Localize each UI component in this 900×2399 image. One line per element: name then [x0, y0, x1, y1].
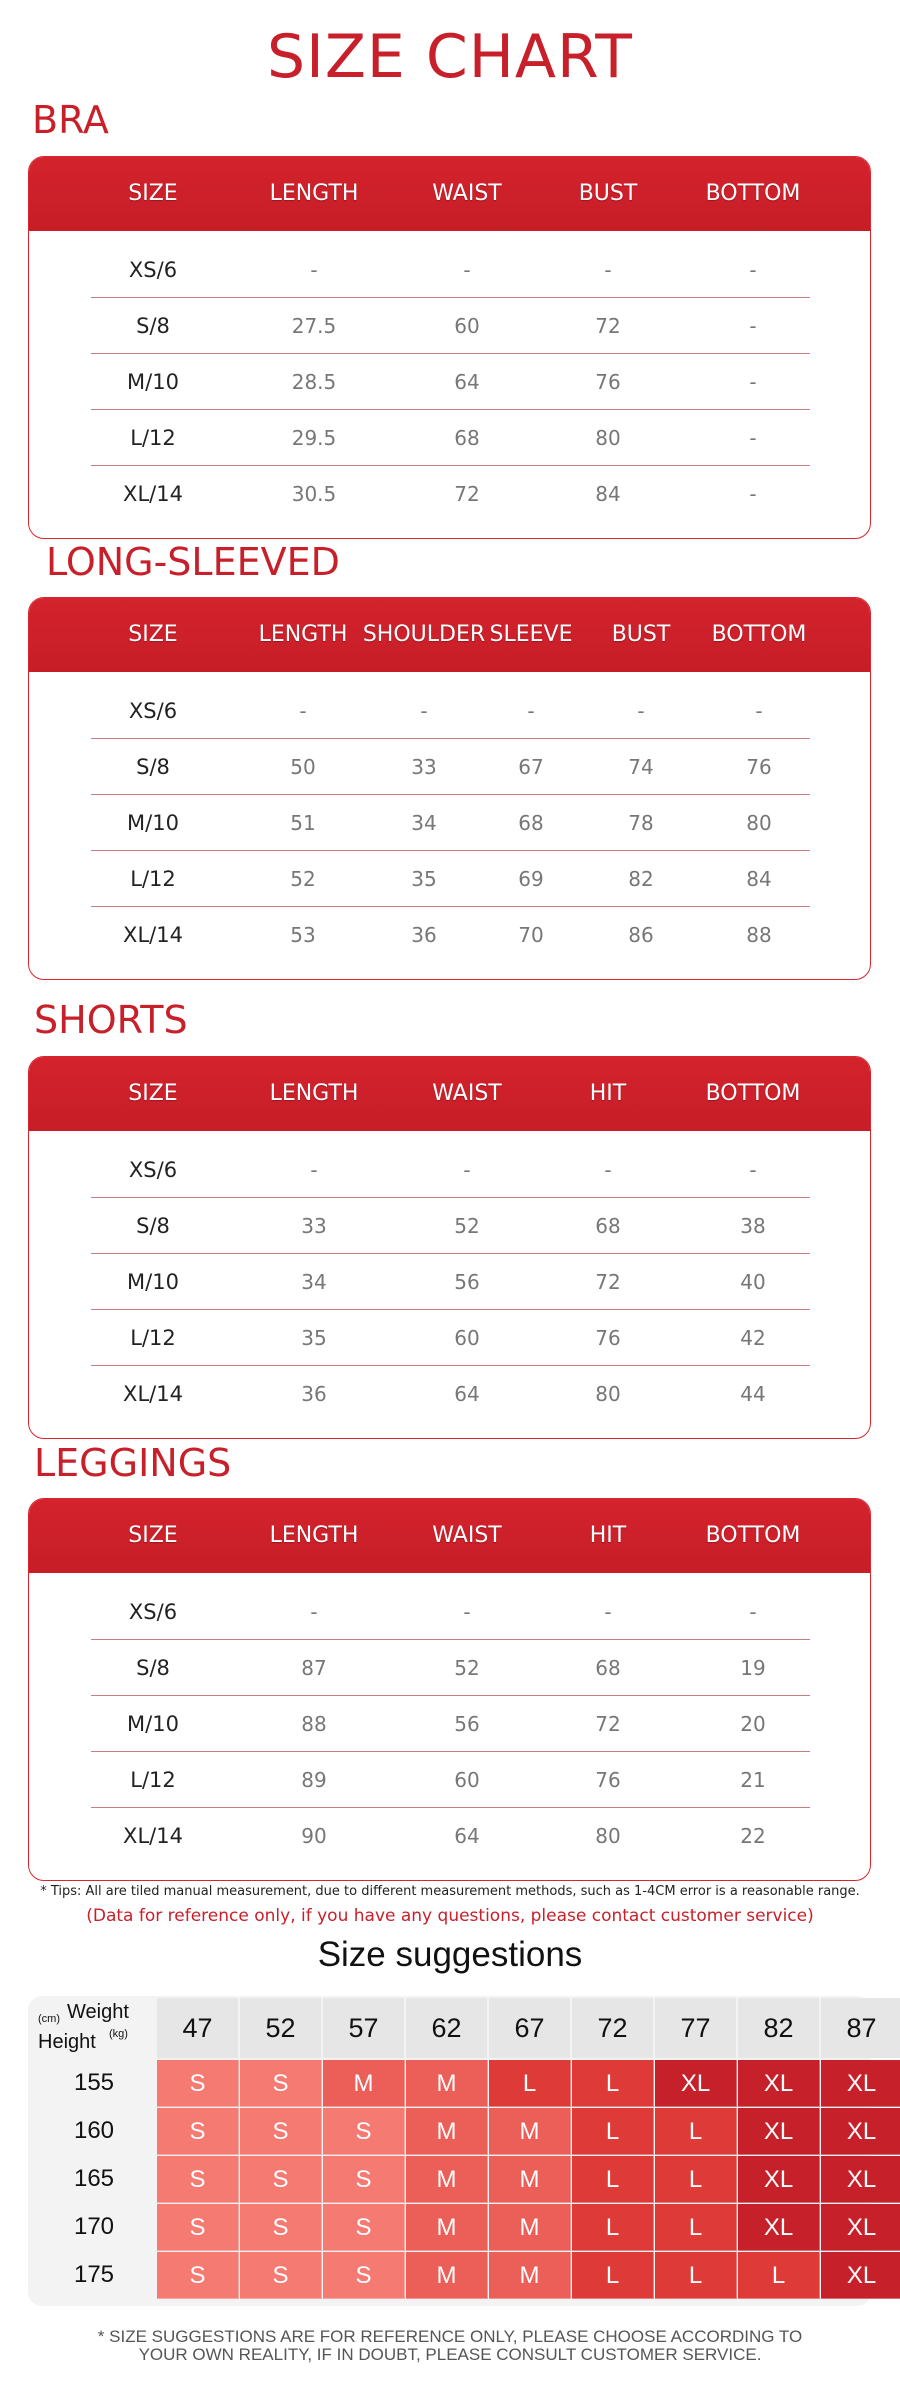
- measurement-cell: 80: [595, 1824, 621, 1848]
- table-row: [91, 410, 810, 466]
- size-suggestion-cell: S: [157, 2252, 239, 2299]
- measurement-cell: 56: [454, 1712, 480, 1736]
- size-suggestion-cell: M: [406, 2156, 488, 2203]
- table-row: [91, 1808, 810, 1864]
- measurement-cell: 87: [301, 1656, 327, 1680]
- column-header: SLEEVE: [489, 622, 573, 647]
- measurement-cell: 76: [595, 1768, 621, 1792]
- measurement-cell: 27.5: [291, 314, 337, 338]
- size-suggestion-cell: S: [240, 2108, 322, 2155]
- column-header: BUST: [578, 181, 638, 206]
- size-cell: XS/6: [128, 1600, 178, 1624]
- size-cell: XS/6: [128, 258, 178, 282]
- size-cell: L/12: [130, 426, 176, 450]
- column-header: SIZE: [128, 622, 178, 647]
- measurement-cell: 40: [740, 1270, 766, 1294]
- measurement-cell: 60: [454, 314, 480, 338]
- height-header-cell: 155: [73, 2069, 115, 2096]
- size-suggestion-footnote: [0, 2328, 900, 2364]
- size-cell: S/8: [136, 1656, 170, 1680]
- measurement-cell: 72: [454, 482, 480, 506]
- size-suggestion-cell: M: [406, 2204, 488, 2251]
- size-cell: XS/6: [128, 1158, 178, 1182]
- column-header: WAIST: [432, 1523, 502, 1548]
- table-row: [91, 298, 810, 354]
- size-cell: S/8: [136, 314, 170, 338]
- measurement-cell: 88: [301, 1712, 327, 1736]
- measurement-cell: 76: [746, 755, 772, 779]
- measurement-cell: -: [604, 1600, 612, 1624]
- measurement-cell: -: [463, 258, 471, 282]
- size-cell: XL/14: [123, 923, 183, 947]
- measurement-cell: -: [310, 258, 318, 282]
- size-cell: M/10: [127, 1712, 179, 1736]
- size-suggestion-cell: L: [738, 2252, 820, 2299]
- size-cell: XS/6: [128, 699, 178, 723]
- weight-header-cell: 77: [655, 1998, 736, 2058]
- measurement-cell: 44: [740, 1382, 766, 1406]
- measurement-cell: -: [749, 426, 757, 450]
- height-header-cell: 160: [73, 2117, 115, 2144]
- table-row: [91, 1752, 810, 1808]
- measurement-cell: 42: [740, 1326, 766, 1350]
- size-suggestion-cell: L: [655, 2252, 737, 2299]
- column-header: SIZE: [128, 181, 178, 206]
- size-suggestion-cell: M: [406, 2108, 488, 2155]
- measurement-cell: 72: [595, 1270, 621, 1294]
- measurement-cell: 69: [518, 867, 544, 891]
- measurement-cell: 68: [454, 426, 480, 450]
- size-suggestion-cell: S: [157, 2156, 239, 2203]
- measurement-cell: 28.5: [291, 370, 337, 394]
- column-header: BUST: [611, 622, 671, 647]
- size-table-long-sleeved: [28, 597, 871, 980]
- size-table-leggings: [28, 1498, 871, 1881]
- column-header: SIZE: [128, 1081, 178, 1106]
- table-row: [91, 739, 810, 795]
- size-cell: M/10: [127, 1270, 179, 1294]
- size-cell: XL/14: [123, 1382, 183, 1406]
- measurement-cell: 29.5: [291, 426, 337, 450]
- measurement-cell: 80: [595, 1382, 621, 1406]
- measurement-cell: 20: [740, 1712, 766, 1736]
- weight-header-cell: 87: [821, 1998, 900, 2058]
- size-suggestion-cell: L: [655, 2108, 737, 2155]
- measurement-cell: 51: [290, 811, 316, 835]
- measurement-cell: -: [310, 1600, 318, 1624]
- measurement-cell: 74: [628, 755, 654, 779]
- measurement-cell: -: [749, 258, 757, 282]
- measurement-cell: 76: [595, 1326, 621, 1350]
- measurement-cell: 70: [518, 923, 544, 947]
- size-cell: XL/14: [123, 482, 183, 506]
- column-header: HIT: [589, 1081, 627, 1106]
- column-header: BOTTOM: [705, 1081, 801, 1106]
- measurement-cell: -: [604, 1158, 612, 1182]
- weight-header-cell: 52: [240, 1998, 321, 2058]
- size-suggestion-cell: M: [323, 2060, 405, 2107]
- measurement-cell: 80: [746, 811, 772, 835]
- section-title-leggings: LEGGINGS: [34, 1441, 232, 1485]
- height-header-cell: 170: [73, 2213, 115, 2240]
- column-header: LENGTH: [258, 622, 348, 647]
- size-suggestions-title: Size suggestions: [317, 1935, 583, 1974]
- size-table-shorts: [28, 1056, 871, 1439]
- section-title-long-sleeved: LONG-SLEEVED: [46, 540, 340, 584]
- weight-header-cell: 72: [572, 1998, 653, 2058]
- size-suggestion-cell: XL: [655, 2060, 737, 2107]
- measurement-cell: -: [420, 699, 428, 723]
- size-suggestion-cell: S: [323, 2252, 405, 2299]
- measurement-cell: 34: [301, 1270, 327, 1294]
- table-row: [91, 1584, 810, 1640]
- column-header: LENGTH: [269, 181, 359, 206]
- measurement-tip: * Tips: All are tiled manual measurement, due to different measurement methods, such as 1-4CM error is a reasonable range.: [40, 1884, 860, 1899]
- measurement-cell: -: [749, 370, 757, 394]
- section-title-shorts: SHORTS: [34, 998, 188, 1042]
- size-suggestion-cell: S: [323, 2108, 405, 2155]
- measurement-cell: 64: [454, 370, 480, 394]
- size-suggestion-cell: S: [157, 2204, 239, 2251]
- weight-header-cell: 82: [738, 1998, 819, 2058]
- column-header: WAIST: [432, 181, 502, 206]
- size-suggestion-cell: XL: [738, 2108, 820, 2155]
- measurement-cell: 34: [411, 811, 437, 835]
- size-suggestion-cell: XL: [821, 2156, 900, 2203]
- size-cell: L/12: [130, 867, 176, 891]
- footnote-line-2: YOUR OWN REALITY, IF IN DOUBT, PLEASE CONSULT CUSTOMER SERVICE.: [138, 2345, 762, 2364]
- size-suggestion-cell: XL: [821, 2252, 900, 2299]
- size-suggestion-cell: S: [323, 2204, 405, 2251]
- column-header: LENGTH: [269, 1523, 359, 1548]
- table-row: [91, 683, 810, 739]
- footnote-line-1: * SIZE SUGGESTIONS ARE FOR REFERENCE ONLY, PLEASE CHOOSE ACCORDING TO: [97, 2327, 803, 2346]
- measurement-cell: 22: [740, 1824, 766, 1848]
- measurement-cell: -: [749, 482, 757, 506]
- measurement-cell: 78: [628, 811, 654, 835]
- weight-header-cell: 67: [489, 1998, 570, 2058]
- size-table-bra: [28, 156, 871, 539]
- size-suggestion-cell: L: [572, 2204, 654, 2251]
- height-unit: (cm): [38, 2013, 60, 2025]
- table-header-row: [29, 598, 870, 672]
- measurement-cell: 33: [301, 1214, 327, 1238]
- table-row: [91, 1254, 810, 1310]
- size-suggestion-cell: S: [323, 2156, 405, 2203]
- size-suggestion-cell: XL: [738, 2156, 820, 2203]
- measurement-cell: 21: [740, 1768, 766, 1792]
- size-suggestion-cell: L: [572, 2108, 654, 2155]
- measurement-cell: 36: [301, 1382, 327, 1406]
- measurement-cell: 60: [454, 1768, 480, 1792]
- size-suggestion-cell: L: [572, 2060, 654, 2107]
- measurement-cell: 35: [411, 867, 437, 891]
- column-header: WAIST: [432, 1081, 502, 1106]
- table-header-row: [29, 1057, 870, 1131]
- reference-note: (Data for reference only, if you have any questions, please contact customer service): [86, 1906, 814, 1926]
- table-row: [91, 1310, 810, 1366]
- column-header: HIT: [589, 1523, 627, 1548]
- page-title: SIZE CHART: [267, 22, 633, 92]
- measurement-cell: 76: [595, 370, 621, 394]
- size-suggestion-cell: M: [406, 2060, 488, 2107]
- measurement-cell: 86: [628, 923, 654, 947]
- measurement-cell: -: [637, 699, 645, 723]
- size-cell: S/8: [136, 755, 170, 779]
- measurement-cell: 84: [595, 482, 621, 506]
- size-suggestion-cell: S: [240, 2252, 322, 2299]
- size-suggestion-cell: M: [406, 2252, 488, 2299]
- measurement-cell: 72: [595, 314, 621, 338]
- size-cell: XL/14: [123, 1824, 183, 1848]
- measurement-cell: 80: [595, 426, 621, 450]
- measurement-cell: -: [310, 1158, 318, 1182]
- measurement-cell: 36: [411, 923, 437, 947]
- measurement-cell: 68: [518, 811, 544, 835]
- size-suggestion-cell: XL: [821, 2108, 900, 2155]
- measurement-cell: -: [299, 699, 307, 723]
- measurement-cell: 88: [746, 923, 772, 947]
- table-header-row: [29, 157, 870, 231]
- size-suggestions-table: [28, 1996, 877, 2306]
- size-suggestion-cell: M: [489, 2108, 571, 2155]
- column-header: BOTTOM: [705, 1523, 801, 1548]
- measurement-cell: 64: [454, 1824, 480, 1848]
- table-row: [91, 354, 810, 410]
- measurement-cell: 68: [595, 1656, 621, 1680]
- table-row: [91, 1366, 810, 1422]
- measurement-cell: -: [463, 1600, 471, 1624]
- measurement-cell: 52: [290, 867, 316, 891]
- measurement-cell: 19: [740, 1656, 766, 1680]
- measurement-cell: -: [604, 258, 612, 282]
- table-row: [91, 242, 810, 298]
- table-row: [91, 1696, 810, 1752]
- height-header-cell: 175: [73, 2261, 115, 2288]
- measurement-cell: -: [749, 1600, 757, 1624]
- size-suggestion-cell: XL: [738, 2060, 820, 2107]
- column-header: SIZE: [128, 1523, 178, 1548]
- measurement-cell: 52: [454, 1656, 480, 1680]
- table-row: [91, 1198, 810, 1254]
- measurement-cell: -: [527, 699, 535, 723]
- size-cell: L/12: [130, 1326, 176, 1350]
- measurement-cell: -: [749, 314, 757, 338]
- size-cell: L/12: [130, 1768, 176, 1792]
- measurement-cell: 89: [301, 1768, 327, 1792]
- size-suggestion-cell: L: [655, 2204, 737, 2251]
- size-suggestion-cell: L: [489, 2060, 571, 2107]
- weight-unit: (kg): [109, 2028, 128, 2040]
- size-suggestion-cell: S: [240, 2060, 322, 2107]
- weight-header-cell: 57: [323, 1998, 404, 2058]
- measurement-cell: 50: [290, 755, 316, 779]
- table-row: [91, 1142, 810, 1198]
- size-suggestion-cell: L: [572, 2156, 654, 2203]
- size-suggestion-cell: XL: [738, 2204, 820, 2251]
- column-header: BOTTOM: [711, 622, 807, 647]
- table-row: [91, 795, 810, 851]
- measurement-cell: 64: [454, 1382, 480, 1406]
- measurement-cell: 56: [454, 1270, 480, 1294]
- size-cell: S/8: [136, 1214, 170, 1238]
- section-title-bra: BRA: [32, 98, 109, 142]
- weight-header-cell: 47: [157, 1998, 238, 2058]
- weight-header-cell: 62: [406, 1998, 487, 2058]
- measurement-cell: 60: [454, 1326, 480, 1350]
- size-suggestion-cell: M: [489, 2204, 571, 2251]
- weight-label: Weight: [67, 2001, 129, 2023]
- table-row: [91, 907, 810, 963]
- table-row: [91, 851, 810, 907]
- measurement-cell: 90: [301, 1824, 327, 1848]
- size-suggestion-cell: S: [240, 2156, 322, 2203]
- size-cell: M/10: [127, 370, 179, 394]
- size-suggestion-cell: M: [489, 2156, 571, 2203]
- table-row: [91, 1640, 810, 1696]
- size-suggestion-cell: S: [157, 2108, 239, 2155]
- measurement-cell: 53: [290, 923, 316, 947]
- measurement-cell: 82: [628, 867, 654, 891]
- measurement-cell: 30.5: [291, 482, 337, 506]
- measurement-cell: 33: [411, 755, 437, 779]
- measurement-cell: -: [749, 1158, 757, 1182]
- size-suggestion-cell: S: [157, 2060, 239, 2107]
- measurement-cell: 52: [454, 1214, 480, 1238]
- size-suggestion-cell: XL: [821, 2204, 900, 2251]
- measurement-cell: 72: [595, 1712, 621, 1736]
- size-suggestion-cell: XL: [821, 2060, 900, 2107]
- column-header: SHOULDER: [362, 622, 486, 647]
- height-header-cell: 165: [73, 2165, 115, 2192]
- measurement-cell: 68: [595, 1214, 621, 1238]
- measurement-cell: -: [463, 1158, 471, 1182]
- table-row: [91, 466, 810, 522]
- size-suggestion-cell: S: [240, 2204, 322, 2251]
- measurement-cell: 38: [740, 1214, 766, 1238]
- table-corner-header: [34, 1998, 154, 2058]
- measurement-cell: 35: [301, 1326, 327, 1350]
- measurement-cell: -: [755, 699, 763, 723]
- column-header: LENGTH: [269, 1081, 359, 1106]
- size-suggestion-cell: L: [655, 2156, 737, 2203]
- size-suggestion-cell: M: [489, 2252, 571, 2299]
- column-header: BOTTOM: [705, 181, 801, 206]
- height-label: Height: [38, 2031, 96, 2053]
- measurement-cell: 84: [746, 867, 772, 891]
- measurement-cell: 67: [518, 755, 544, 779]
- size-suggestion-cell: L: [572, 2252, 654, 2299]
- size-cell: M/10: [127, 811, 179, 835]
- table-header-row: [29, 1499, 870, 1573]
